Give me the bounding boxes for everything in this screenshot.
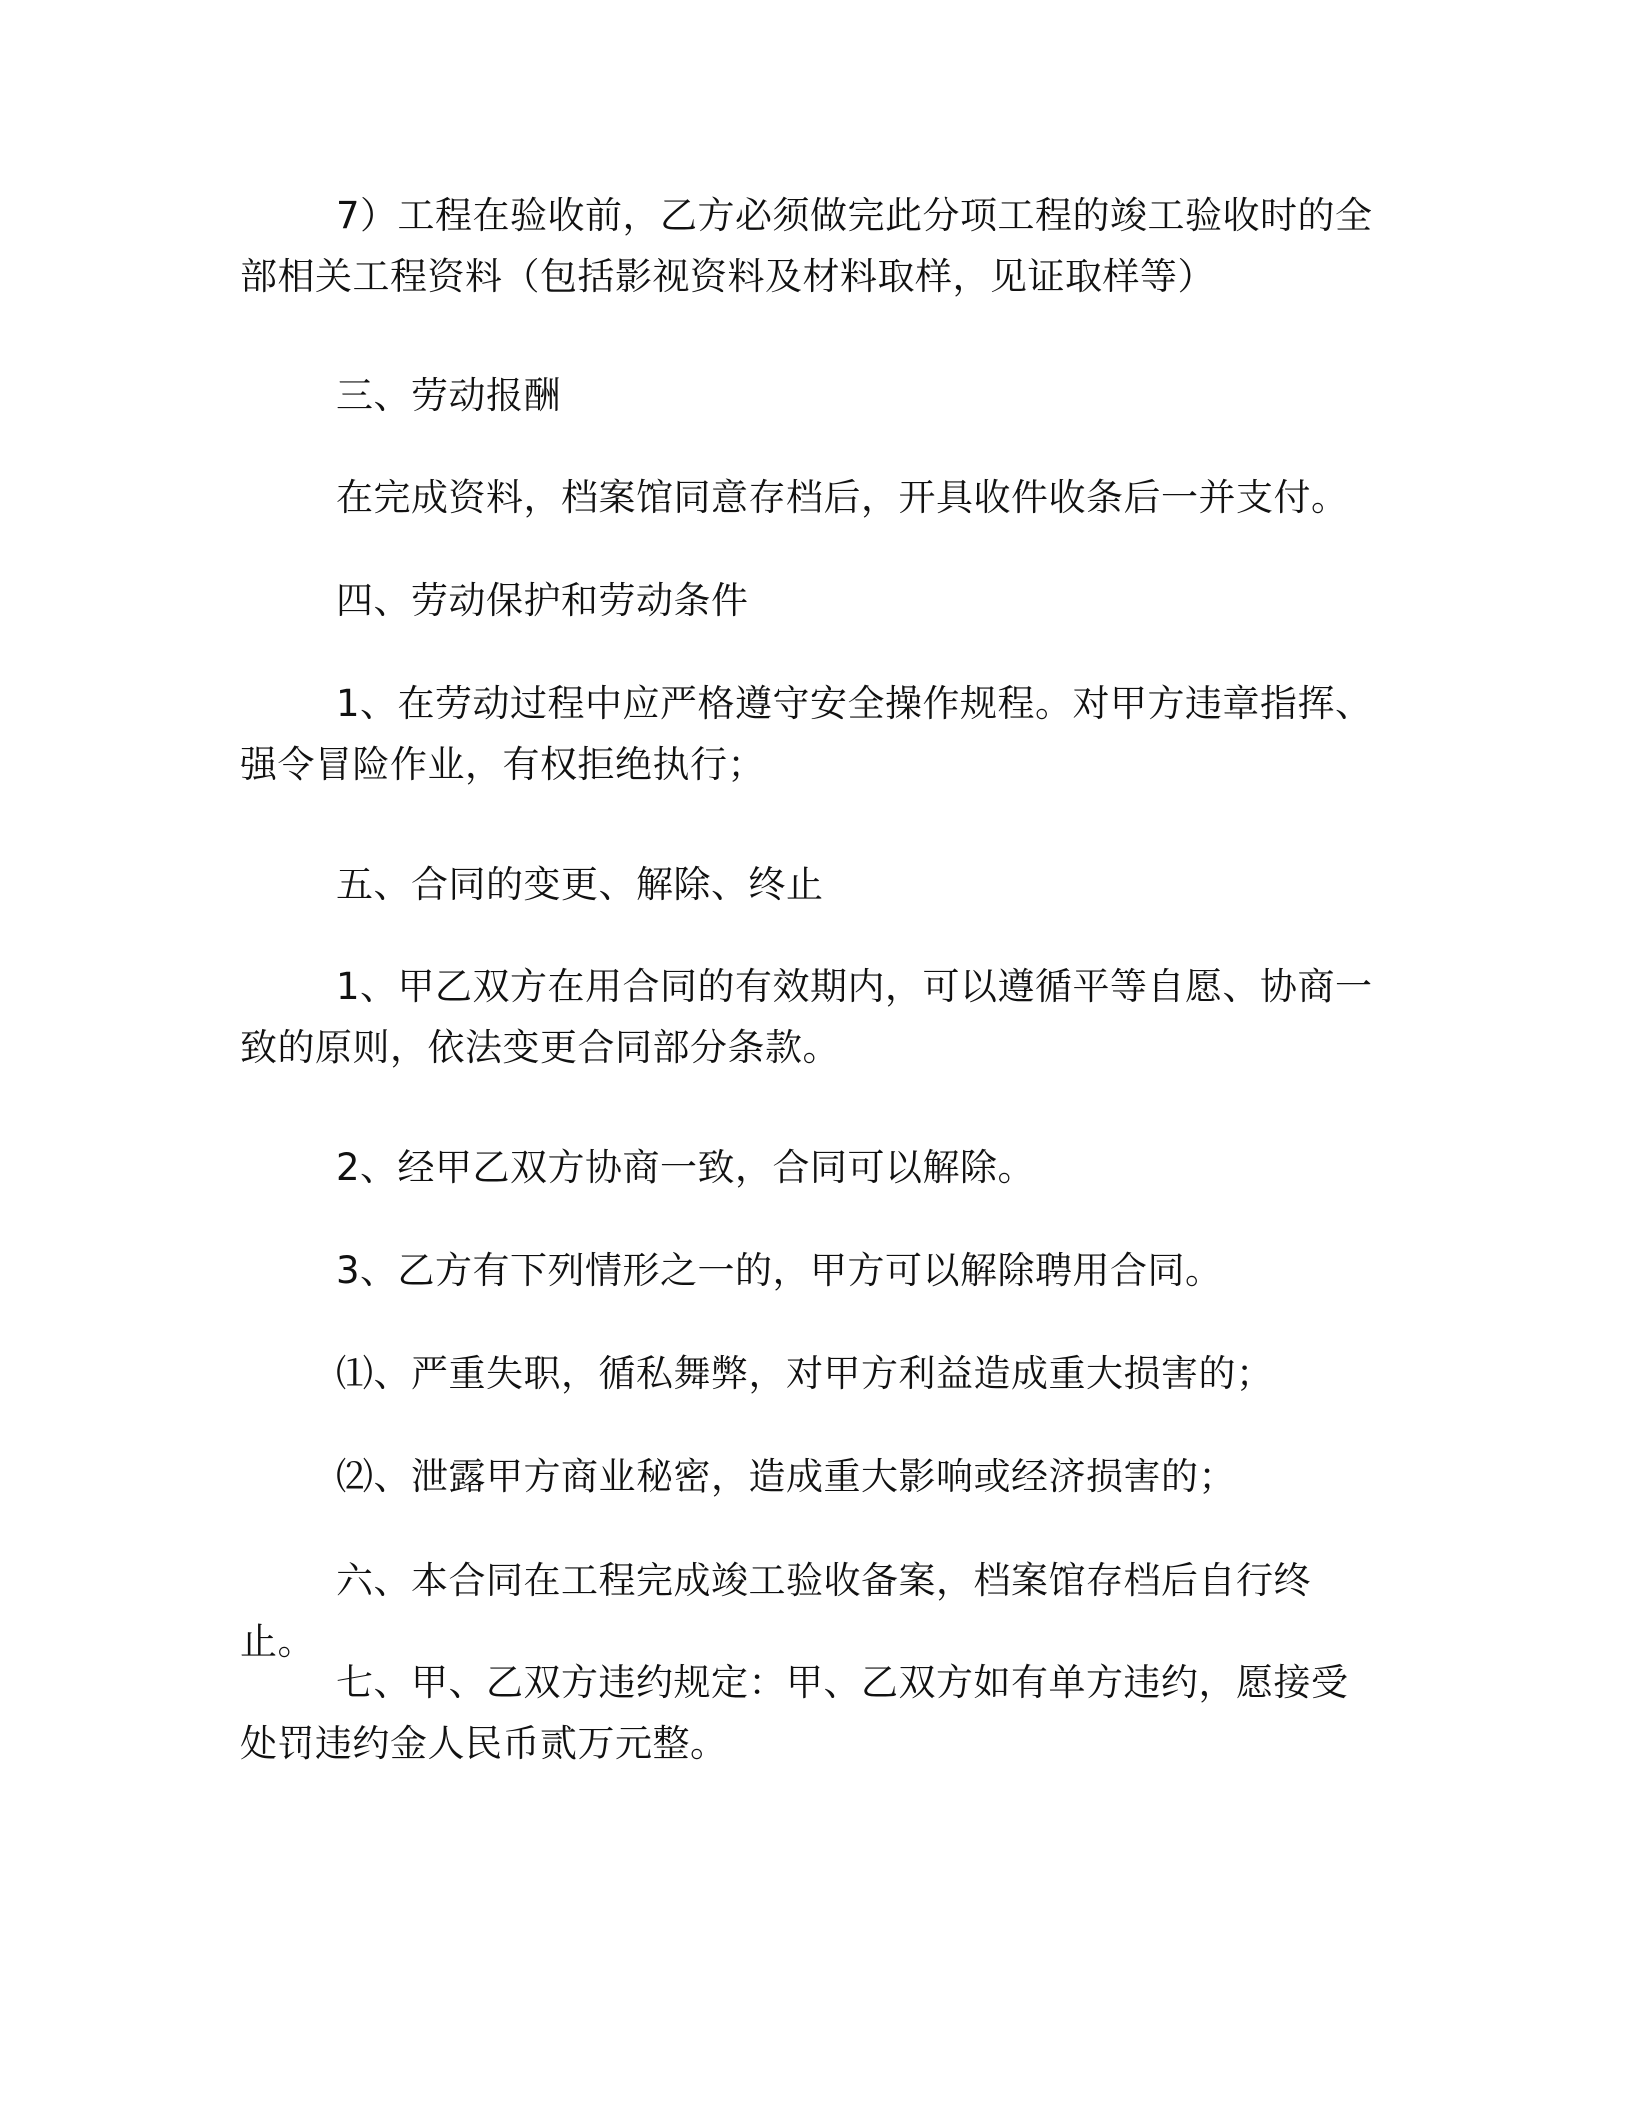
heading-contract-change: 五、合同的变更、解除、终止 <box>336 863 824 906</box>
heading-labor-protection: 四、劳动保护和劳动条件 <box>336 579 749 622</box>
heading-labor-remuneration: 三、劳动报酬 <box>336 374 561 417</box>
paragraph-payment: 在完成资料，档案馆同意存档后，开具收件收条后一并支付。 <box>336 476 1349 519</box>
heading-contract-end: 六、本合同在工程完成竣工验收备案，档案馆存档后自行终止。 <box>240 1559 1311 1663</box>
list-item-trade-secret: ⑵、泄露甲方商业秘密，造成重大影响或经济损害的； <box>336 1455 1236 1498</box>
heading-breach-penalty: 七、甲、乙双方违约规定：甲、乙双方如有单方违约，愿接受处罚违约金人民币贰万元整。 <box>240 1661 1349 1765</box>
paragraph-contract-terminate: 2、经甲乙双方协商一致，合同可以解除。 <box>336 1146 1036 1189</box>
paragraph-safety-rules: 1、在劳动过程中应严格遵守安全操作规程。对甲方违章指挥、强令冒险作业，有权拒绝执行； <box>240 682 1373 786</box>
list-item-dereliction: ⑴、严重失职，循私舞弊，对甲方利益造成重大损害的； <box>336 1352 1274 1395</box>
paragraph-7-materials: 7）工程在验收前，乙方必须做完此分项工程的竣工验收时的全部相关工程资料（包括影视资料及材料取样，见证取样等） <box>240 194 1373 298</box>
paragraph-dismissal-conditions: 3、乙方有下列情形之一的，甲方可以解除聘用合同。 <box>336 1249 1223 1292</box>
paragraph-contract-modify: 1、甲乙双方在用合同的有效期内，可以遵循平等自愿、协商一致的原则，依法变更合同部分条款。 <box>240 965 1373 1069</box>
